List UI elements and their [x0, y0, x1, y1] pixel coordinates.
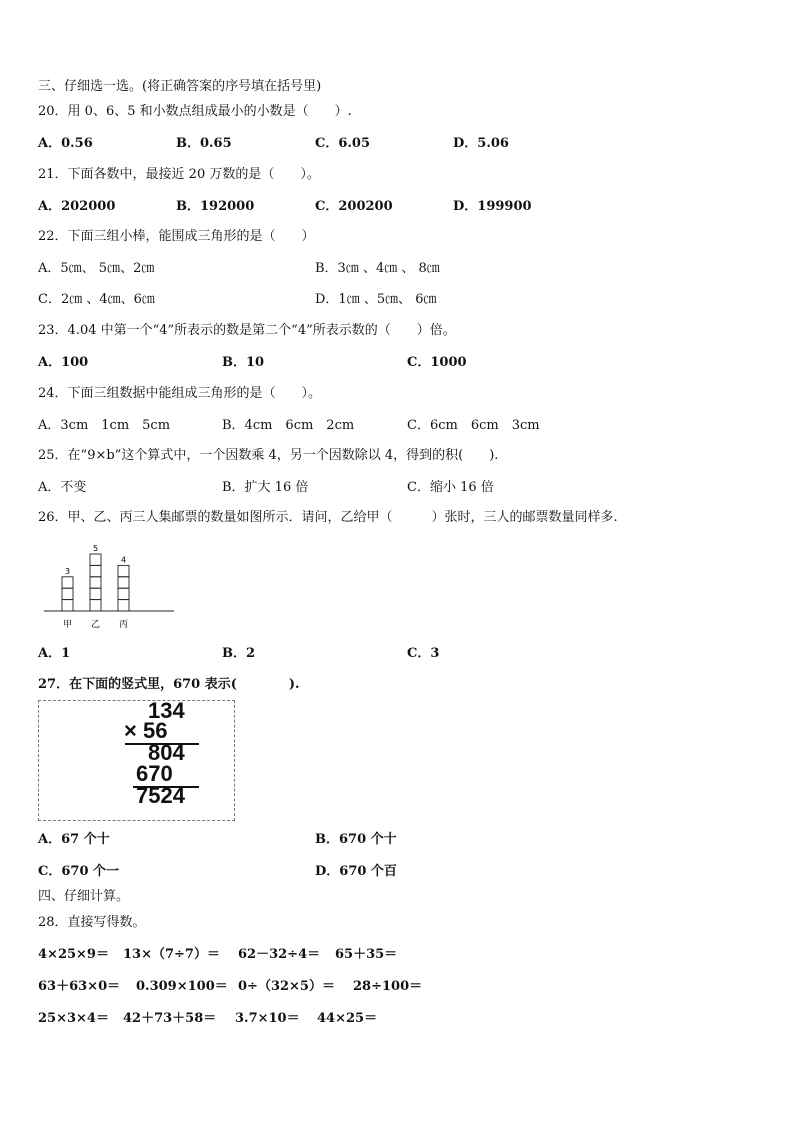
bar-unit [90, 588, 101, 599]
bar-unit [90, 565, 101, 576]
stamp-count-chart [40, 538, 180, 632]
partial-product-2: 670 [136, 761, 173, 786]
bar-value-label: 3 [64, 566, 71, 576]
q22-option-c[interactable]: C．2㎝ 、4㎝、6㎝ [38, 292, 155, 307]
bar-value-label: 5 [92, 544, 99, 553]
bar-1 [90, 554, 101, 611]
calc-item[interactable]: 3.7×10＝ [235, 1011, 300, 1026]
bar-0 [62, 577, 73, 611]
q27-option-c[interactable]: C．670 个一 [38, 864, 120, 879]
q21-option-b[interactable]: B．192000 [176, 199, 255, 214]
q24-option-c[interactable]: C．6cm 6cm 3cm [407, 418, 540, 433]
multiplier: × 56 [124, 718, 168, 743]
q27-option-d[interactable]: D．670 个百 [315, 864, 397, 879]
q26-option-c[interactable]: C．3 [407, 646, 440, 661]
q25-option-b[interactable]: B．扩大 16 倍 [222, 480, 309, 495]
bar-unit [90, 577, 101, 588]
question-27-stem: 27．在下面的竖式里，670 表示( ). [38, 677, 300, 692]
question-23-stem: 23．4.04 中第一个“4”所表示的数是第二个“4”所表示数的（ ）倍。 [38, 323, 456, 338]
q26-option-a[interactable]: A．1 [38, 646, 71, 661]
bar-unit [90, 554, 101, 565]
q23-option-b[interactable]: B．10 [222, 355, 265, 370]
calc-item[interactable]: 13×（7÷7）＝ [123, 947, 220, 962]
category-label: 乙 [90, 620, 101, 630]
bar-unit [62, 588, 73, 599]
q26-option-b[interactable]: B．2 [222, 646, 256, 661]
q22-option-d[interactable]: D．1㎝ 、5㎝、 6㎝ [315, 292, 437, 307]
q20-option-a[interactable]: A．0.56 [38, 136, 93, 151]
q24-option-b[interactable]: B．4cm 6cm 2cm [222, 418, 355, 433]
final-product: 7524 [136, 783, 185, 808]
question-20-stem: 20．用 0、6、5 和小数点组成最小的小数是（ ）. [38, 104, 352, 119]
question-22-stem: 22．下面三组小棒，能围成三角形的是（ ） [38, 229, 315, 244]
q20-option-b[interactable]: B．0.65 [176, 136, 232, 151]
calc-item[interactable]: 44×25＝ [317, 1011, 378, 1026]
bar-unit [90, 600, 101, 611]
bar-value-label: 4 [120, 555, 127, 565]
bar-unit [118, 577, 129, 588]
bar-unit [118, 588, 129, 599]
q22-option-b[interactable]: B．3㎝ 、4㎝ 、 8㎝ [315, 261, 440, 276]
q27-option-b[interactable]: B．670 个十 [315, 832, 397, 847]
q25-option-c[interactable]: C．缩小 16 倍 [407, 480, 494, 495]
bar-unit [118, 565, 129, 576]
vertical-multiplication-figure [38, 700, 235, 821]
question-24-stem: 24．下面三组数据中能组成三角形的是（ ）。 [38, 386, 322, 401]
calc-item[interactable]: 25×3×4＝ [38, 1011, 109, 1026]
q23-option-c[interactable]: C．1000 [407, 355, 467, 370]
bar-unit [118, 600, 129, 611]
question-25-stem: 25．在“9×b”这个算式中，一个因数乘 4，另一个因数除以 4，得到的积( ). [38, 448, 499, 463]
q20-option-c[interactable]: C．6.05 [315, 136, 371, 151]
q24-option-a[interactable]: A．3cm 1cm 5cm [38, 418, 171, 433]
section-3-title: 三、仔细选一选。(将正确答案的序号填在括号里) [38, 79, 322, 94]
calc-item[interactable]: 0.309×100＝ [136, 979, 228, 994]
q20-option-d[interactable]: D．5.06 [453, 136, 509, 151]
partial-product-1: 804 [148, 740, 185, 765]
section-4-title: 四、仔细计算。 [38, 889, 130, 904]
calc-item[interactable]: 28÷100＝ [353, 979, 423, 994]
calc-item[interactable]: 62－32÷4＝ [238, 947, 321, 962]
question-26-stem: 26．甲、乙、丙三人集邮票的数量如图所示．请问，乙给甲（ ）张时，三人的邮票数量同样多. [38, 510, 618, 525]
calc-item[interactable]: 42＋73＋58＝ [123, 1011, 217, 1026]
calc-item[interactable]: 0÷（32×5）＝ [238, 979, 335, 994]
bar-unit [62, 577, 73, 588]
category-label: 丙 [118, 620, 129, 630]
multiplicand: 134 [148, 698, 185, 723]
q21-option-a[interactable]: A．202000 [38, 199, 116, 214]
question-21-stem: 21．下面各数中，最接近 20 万数的是（ ）。 [38, 167, 320, 182]
calc-item[interactable]: 4×25×9＝ [38, 947, 109, 962]
category-label: 甲 [62, 620, 73, 630]
q25-option-a[interactable]: A．不变 [38, 480, 87, 495]
calc-item[interactable]: 65＋35＝ [335, 947, 398, 962]
question-28-stem: 28．直接写得数。 [38, 915, 146, 930]
q27-option-a[interactable]: A．67 个十 [38, 832, 110, 847]
bar-2 [118, 565, 129, 611]
q21-option-c[interactable]: C．200200 [315, 199, 393, 214]
q21-option-d[interactable]: D．199900 [453, 199, 532, 214]
q22-option-a[interactable]: A．5㎝、 5㎝、2㎝ [38, 261, 155, 276]
q23-option-a[interactable]: A．100 [38, 355, 89, 370]
bar-unit [62, 600, 73, 611]
calc-item[interactable]: 63＋63×0＝ [38, 979, 121, 994]
